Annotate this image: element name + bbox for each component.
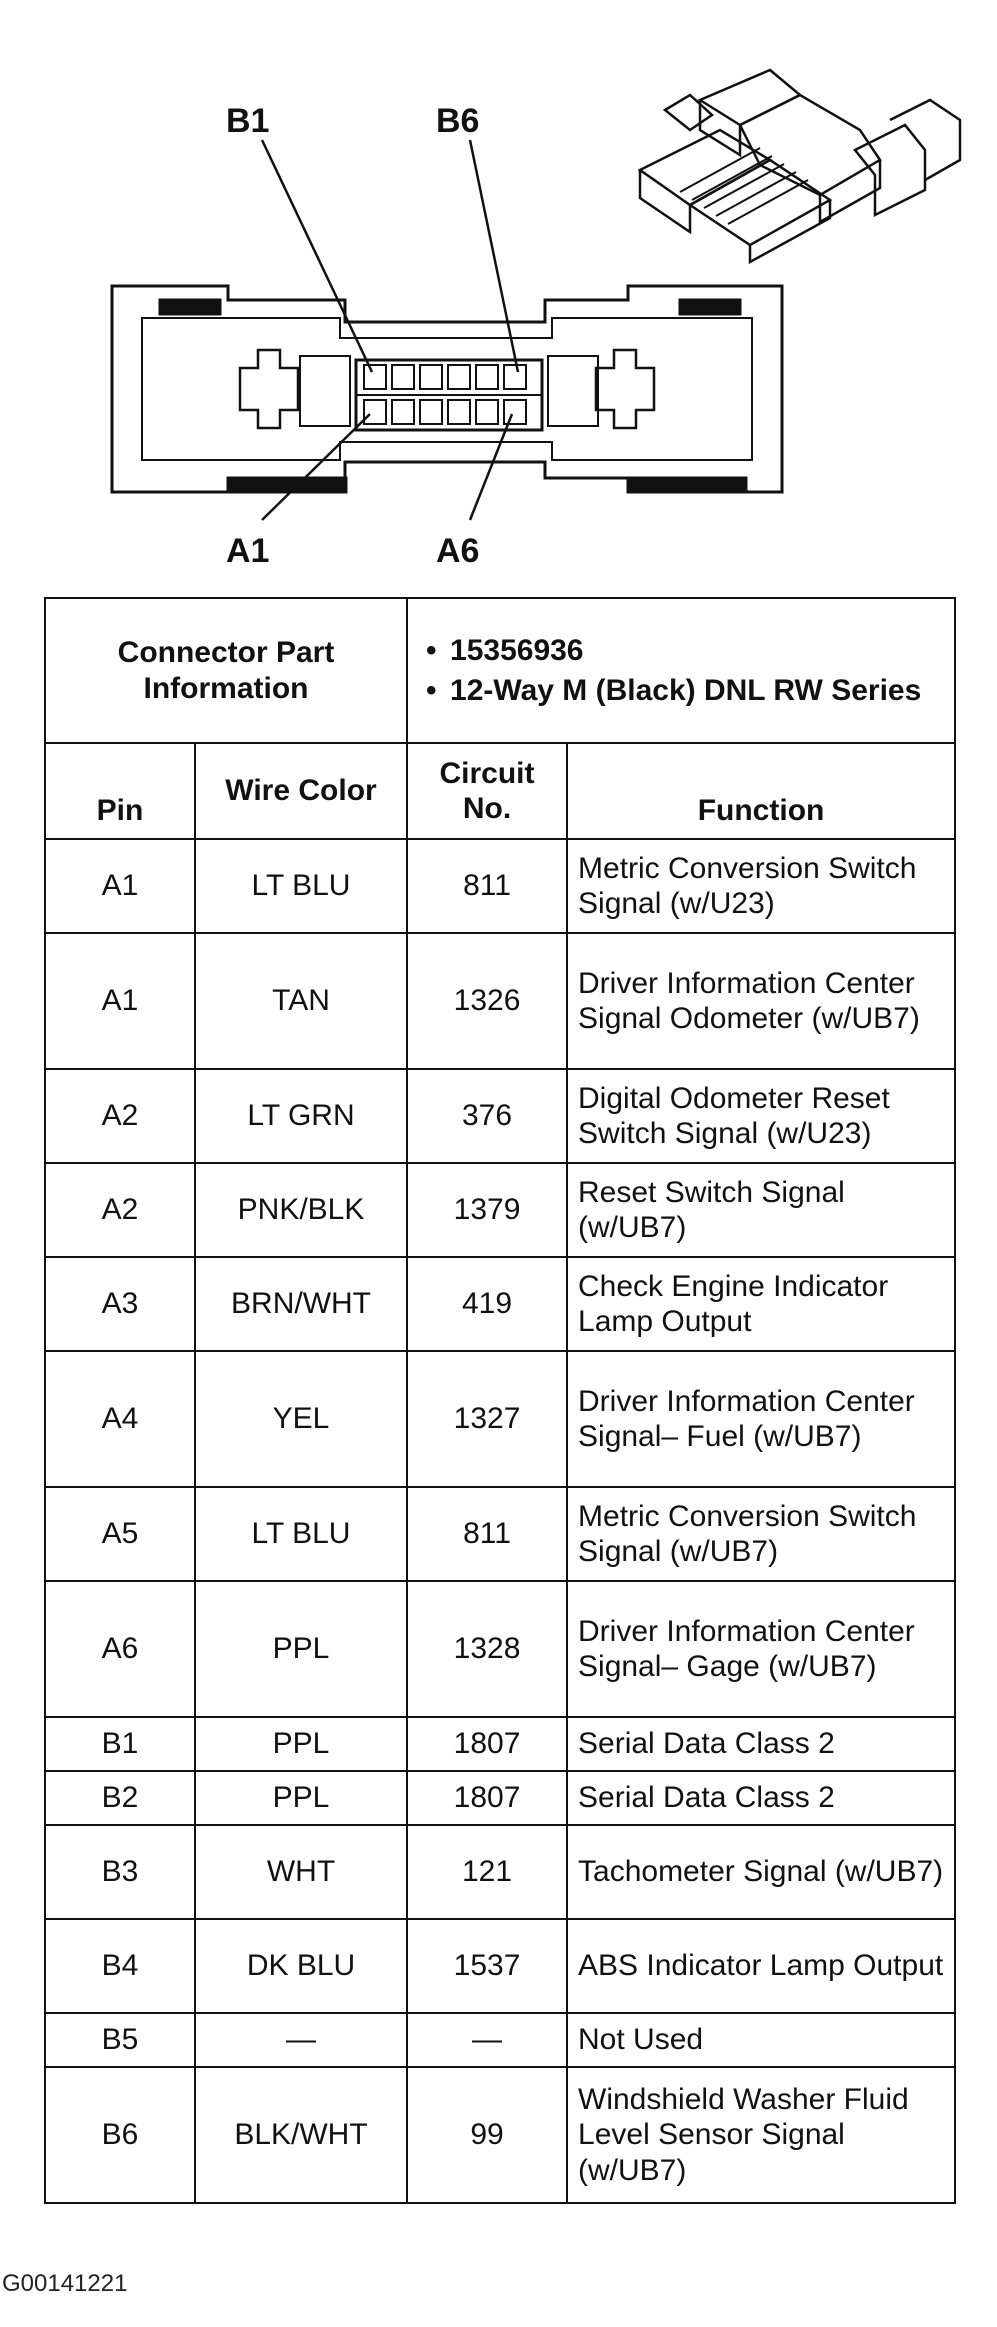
function-cell: Driver Information Center Signal– Fuel (w/UB7) [567, 1351, 955, 1487]
pin-row [45, 1257, 955, 1351]
connector-face [112, 286, 782, 492]
function-cell: Windshield Washer Fluid Level Sensor Signal (w/UB7) [567, 2067, 955, 2203]
wire-color-cell: DK BLU [195, 1919, 407, 2013]
pin-row [45, 933, 955, 1069]
wire-color-cell: LT GRN [195, 1069, 407, 1163]
callout-b6: B6 [436, 102, 480, 140]
wire-color-cell: YEL [195, 1351, 407, 1487]
callout-a1: A1 [226, 532, 270, 570]
pin-rows [45, 839, 955, 2203]
function-cell: Serial Data Class 2 [567, 1771, 955, 1825]
pin-cell: A6 [45, 1581, 195, 1717]
pin-cell: A2 [45, 1163, 195, 1257]
function-cell: Digital Odometer Reset Switch Signal (w/U23) [567, 1069, 955, 1163]
callout-b1: B1 [226, 102, 270, 140]
function-cell: Reset Switch Signal (w/UB7) [567, 1163, 955, 1257]
connector-diagram [0, 0, 997, 590]
pin-cell: A1 [45, 933, 195, 1069]
function-cell: Tachometer Signal (w/UB7) [567, 1825, 955, 1919]
pin-row [45, 2013, 955, 2067]
pin-cell: A1 [45, 839, 195, 933]
wire-color-cell: BRN/WHT [195, 1257, 407, 1351]
part-number: • 15356936 [418, 633, 944, 668]
connector-info-label: Connector Part Information [45, 598, 407, 743]
wire-color-cell: BLK/WHT [195, 2067, 407, 2203]
pin-row [45, 1351, 955, 1487]
connector-description: • 12-Way M (Black) DNL RW Series [418, 673, 944, 708]
wire-color-cell: PPL [195, 1717, 407, 1771]
connector-info-values [407, 598, 955, 743]
pin-cell: B3 [45, 1825, 195, 1919]
pin-cell: A5 [45, 1487, 195, 1581]
pin-row [45, 2067, 955, 2203]
pin-row [45, 1163, 955, 1257]
pin-row [45, 1487, 955, 1581]
col-header-circuit-no: Circuit No. [407, 743, 567, 839]
pin-cell: B1 [45, 1717, 195, 1771]
wire-color-cell: TAN [195, 933, 407, 1069]
function-cell: Metric Conversion Switch Signal (w/U23) [567, 839, 955, 933]
pin-row [45, 1919, 955, 2013]
wire-color-cell: LT BLU [195, 839, 407, 933]
pin-row [45, 1069, 955, 1163]
pin-cell: B6 [45, 2067, 195, 2203]
pin-cell: A4 [45, 1351, 195, 1487]
column-header-row [45, 743, 955, 839]
function-cell: Not Used [567, 2013, 955, 2067]
circuit-number-cell: 1326 [407, 933, 567, 1069]
circuit-number-cell: 1537 [407, 1919, 567, 2013]
col-header-wire-color: Wire Color [195, 743, 407, 839]
pin-row [45, 839, 955, 933]
pin-cell: B2 [45, 1771, 195, 1825]
circuit-number-cell: 376 [407, 1069, 567, 1163]
function-cell: ABS Indicator Lamp Output [567, 1919, 955, 2013]
circuit-number-cell: 1807 [407, 1717, 567, 1771]
circuit-number-cell: 121 [407, 1825, 567, 1919]
connector-pinout-table [44, 597, 956, 2204]
wire-color-cell: PNK/BLK [195, 1163, 407, 1257]
circuit-number-cell: 1328 [407, 1581, 567, 1717]
pin-row [45, 1717, 955, 1771]
pin-row [45, 1581, 955, 1717]
circuit-number-cell: 419 [407, 1257, 567, 1351]
callout-a6: A6 [436, 532, 480, 570]
pin-cell: B4 [45, 1919, 195, 2013]
wire-color-cell: PPL [195, 1581, 407, 1717]
col-header-function: Function [567, 743, 955, 839]
circuit-number-cell: 1807 [407, 1771, 567, 1825]
pin-cell: B5 [45, 2013, 195, 2067]
pin-row [45, 1771, 955, 1825]
wire-color-cell: LT BLU [195, 1487, 407, 1581]
function-cell: Metric Conversion Switch Signal (w/UB7) [567, 1487, 955, 1581]
col-header-pin: Pin [45, 743, 195, 839]
circuit-number-cell: — [407, 2013, 567, 2067]
wire-color-cell: — [195, 2013, 407, 2067]
circuit-number-cell: 1327 [407, 1351, 567, 1487]
circuit-number-cell: 99 [407, 2067, 567, 2203]
function-cell: Check Engine Indicator Lamp Output [567, 1257, 955, 1351]
function-cell: Driver Information Center Signal– Gage (w/UB7) [567, 1581, 955, 1717]
wire-color-cell: WHT [195, 1825, 407, 1919]
pin-row [45, 1825, 955, 1919]
connector-isometric-view [640, 70, 960, 262]
function-cell: Driver Information Center Signal Odometer (w/UB7) [567, 933, 955, 1069]
circuit-number-cell: 811 [407, 839, 567, 933]
circuit-number-cell: 1379 [407, 1163, 567, 1257]
circuit-number-cell: 811 [407, 1487, 567, 1581]
pin-cell: A2 [45, 1069, 195, 1163]
wire-color-cell: PPL [195, 1771, 407, 1825]
function-cell: Serial Data Class 2 [567, 1717, 955, 1771]
connector-info-row [45, 598, 955, 743]
figure-id: G00141221 [2, 2270, 128, 2297]
pin-cell: A3 [45, 1257, 195, 1351]
